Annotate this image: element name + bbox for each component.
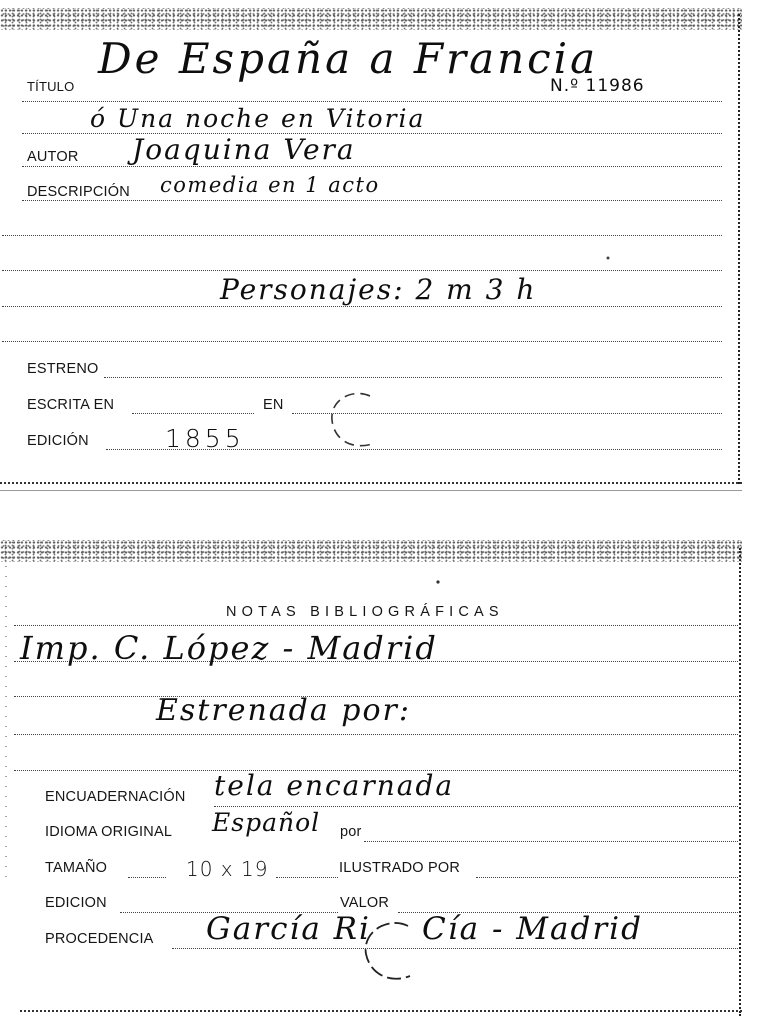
- catalog-card-front: [0, 0, 742, 484]
- handwritten-title: De España a Francia: [98, 34, 599, 83]
- ruled-line: [2, 341, 722, 342]
- handwritten-author: Joaquina Vera: [132, 133, 356, 166]
- card-right-edge: [739, 548, 741, 1016]
- ruled-line: [22, 166, 722, 167]
- card-right-edge: [738, 14, 740, 484]
- card-edge-texture: [0, 8, 742, 30]
- handwritten-premiere: Estrenada por:: [156, 693, 411, 728]
- idioma-original-label: IDIOMA ORIGINAL: [45, 824, 173, 840]
- ruled-line: [104, 377, 722, 378]
- handwritten-binding: tela encarnada: [214, 769, 455, 802]
- handwritten-language: Español: [212, 808, 321, 837]
- card-separator: [0, 490, 742, 491]
- ruled-line: [2, 270, 722, 271]
- ruled-line: [2, 235, 722, 236]
- estreno-label: ESTRENO: [27, 361, 99, 377]
- escrita-en-label: ESCRITA EN: [27, 397, 115, 413]
- handwritten-characters: Personajes: 2 m 3 h: [220, 273, 537, 306]
- ruled-line: [14, 734, 738, 735]
- ruled-line: [364, 841, 738, 842]
- ruled-line: [22, 133, 722, 134]
- encuadernacion-label: ENCUADERNACIÓN: [45, 789, 186, 805]
- ruled-line: [132, 413, 254, 414]
- handwritten-imprint: Imp. C. López - Madrid: [20, 629, 438, 667]
- ruled-line: [2, 306, 722, 307]
- ruled-line: [476, 877, 738, 878]
- valor-label: VALOR: [340, 895, 390, 911]
- procedencia-label: PROCEDENCIA: [45, 931, 154, 947]
- handwritten-size: 10 x 19: [186, 857, 269, 881]
- left-edge-specks: [0, 556, 12, 886]
- ruled-line: [276, 877, 338, 878]
- titulo-label: TÍTULO: [27, 79, 75, 94]
- ilustrado-por-label: ILUSTRADO POR: [339, 860, 461, 876]
- edicion-label: EDICION: [45, 895, 107, 911]
- stamp-mark: [356, 916, 420, 988]
- ruled-line: [214, 806, 738, 807]
- autor-label: AUTOR: [27, 149, 79, 165]
- tamano-label: TAMAÑO: [45, 860, 108, 876]
- ruled-line: [22, 200, 722, 201]
- handwritten-provenance-a: García Ri: [206, 911, 371, 947]
- handwritten-number: N.º 11986: [550, 76, 645, 96]
- ink-dot: [604, 254, 612, 262]
- handwritten-edition-year: 1855: [165, 424, 245, 453]
- handwritten-subtitle: ó Una noche en Vitoria: [90, 104, 426, 133]
- card-bottom-edge: [20, 1010, 742, 1012]
- card-edge-texture: [0, 540, 742, 562]
- ink-dot: [434, 578, 442, 586]
- stamp-mark: [322, 386, 382, 456]
- idioma-suffix-label: por: [340, 824, 362, 840]
- ruled-line: [172, 948, 738, 949]
- edicion-label: EDICIÓN: [27, 433, 89, 449]
- ruled-line: [22, 101, 722, 102]
- ruled-line: [128, 877, 166, 878]
- handwritten-provenance-b: Cía - Madrid: [422, 911, 643, 947]
- en-label: EN: [263, 397, 284, 413]
- descripcion-label: DESCRIPCIÓN: [27, 184, 130, 200]
- handwritten-description: comedia en 1 acto: [160, 173, 380, 197]
- ruled-line: [14, 625, 738, 626]
- catalog-card-back: [0, 536, 742, 1016]
- notas-bibliograficas-heading: NOTAS BIBLIOGRÁFICAS: [226, 604, 504, 620]
- card-bottom-edge: [0, 482, 742, 484]
